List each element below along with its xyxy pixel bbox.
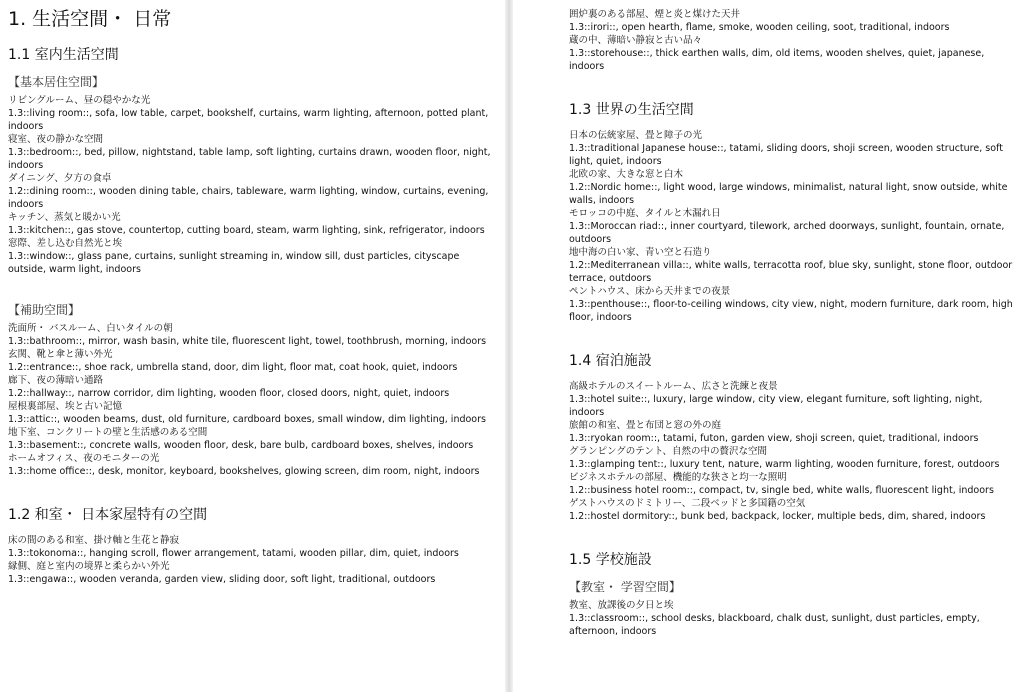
spacer (8, 478, 495, 506)
entry-title: モロッコの中庭、タイルと木漏れ日 (569, 208, 721, 219)
entry-title: 洗面所・ バスルーム、白いタイルの朝 (8, 323, 173, 334)
entry-title: 玄関、靴と傘と薄い外光 (8, 349, 113, 360)
entry-title: ペントハウス、床から天井までの夜景 (569, 286, 731, 297)
entry-list-classroom (569, 599, 1016, 638)
entry-title: 縁側、庭と室内の境界と柔らかい外光 (8, 561, 170, 572)
list-item (8, 560, 495, 586)
list-item (569, 168, 1016, 207)
spacer (569, 523, 1016, 551)
entry-prompt: 1.3::storehouse::, thick earthen walls, dim, old items, wooden shelves, quiet, japanese, indoors (569, 48, 985, 72)
entry-prompt: 1.2::hallway::, narrow corridor, dim lighting, wooden floor, closed doors, night, quiet, indoors (8, 388, 450, 399)
entry-prompt: 1.2::Nordic home::, light wood, large windows, minimalist, natural light, snow outside, white walls, indoors (569, 182, 1008, 206)
entry-title: ビジネスホテルの部屋、機能的な狭さと均一な照明 (569, 472, 787, 483)
entry-prompt: 1.3::hotel suite::, luxury, large window, city view, elegant furniture, soft lighting, night, indoors (569, 394, 983, 418)
section-title-1-1: 1.1 室内生活空間 (8, 47, 119, 63)
section-title-1-5: 1.5 学校施設 (569, 552, 652, 568)
entry-title: 寝室、夜の静かな空間 (8, 134, 104, 145)
entry-prompt: 1.3::living room::, sofa, low table, carpet, bookshelf, curtains, warm lighting, afternoon, potted plant, indoors (8, 108, 489, 132)
entry-prompt: 1.3::glamping tent::, luxury tent, nature, warm lighting, wooden furniture, forest, outdoors (569, 459, 1000, 470)
entry-prompt: 1.3::Moroccan riad::, inner courtyard, tilework, arched doorways, sunlight, fountain, ornate, outdoors (569, 221, 1005, 245)
entry-prompt: 1.2::Mediterranean villa::, white walls, terracotta roof, blue sky, sunlight, stone floor, outdoor terrace, outdoors (569, 260, 1013, 284)
entry-prompt: 1.2::dining room::, wooden dining table, chairs, tableware, warm lighting, window, curtains, evening, indoors (8, 186, 489, 210)
list-item (569, 445, 1016, 471)
list-item (569, 34, 1016, 73)
entry-title: 囲炉裏のある部屋、煙と炎と煤けた天井 (569, 9, 741, 20)
entry-title: 蔵の中、薄暗い静寂と古い品々 (569, 35, 703, 46)
list-item (569, 129, 1016, 168)
entry-list-basic-living (8, 94, 495, 276)
entry-title: リビングルーム、昼の穏やかな光 (8, 95, 151, 106)
section-title-1-3: 1.3 世界の生活空間 (569, 102, 694, 118)
list-item (569, 419, 1016, 445)
entry-title: 日本の伝統家屋、畳と障子の光 (569, 130, 703, 141)
page-gutter (505, 0, 513, 692)
entry-prompt: 1.3::window::, glass pane, curtains, sunlight streaming in, window sill, dust particles, cityscape outside, warm light, indoors (8, 251, 460, 275)
entry-prompt: 1.3::traditional Japanese house::, tatami, sliding doors, shoji screen, wooden structure, soft light, quiet, indoors (569, 143, 1003, 167)
entry-title: 屋根裏部屋、埃と古い記憶 (8, 401, 123, 412)
entry-title: 旅館の和室、畳と布団と窓の外の庭 (569, 420, 722, 431)
entry-title: 廊下、夜の薄暗い通路 (8, 375, 104, 386)
entry-list-japanese-rooms (8, 534, 495, 586)
entry-title: 地中海の白い家、青い空と石造り (569, 247, 712, 258)
entry-title: ゲストハウスのドミトリー、二段ベッドと多国籍の空気 (569, 498, 806, 509)
entry-prompt: 1.3::classroom::, school desks, blackboard, chalk dust, sunlight, dust particles, empty, afternoon, indoors (569, 613, 980, 637)
entry-prompt: 1.3::attic::, wooden beams, dust, old furniture, cardboard boxes, small window, dim lighting, indoors (8, 414, 486, 425)
entry-prompt: 1.3::irori::, open hearth, flame, smoke, wooden ceiling, soot, traditional, indoors (569, 22, 950, 33)
list-item (8, 400, 495, 426)
list-item (569, 285, 1016, 324)
entry-prompt: 1.2::entrance::, shoe rack, umbrella stand, door, dim light, floor mat, coat hook, quiet, indoors (8, 362, 458, 373)
entry-title: 窓際、差し込む自然光と埃 (8, 238, 123, 249)
list-item (8, 237, 495, 276)
list-item (8, 534, 495, 560)
list-item (8, 211, 495, 237)
entry-list-world-living (569, 129, 1016, 324)
entry-title: 教室、放課後の夕日と埃 (569, 600, 674, 611)
list-item (8, 172, 495, 211)
entry-prompt: 1.3::tokonoma::, hanging scroll, flower arrangement, tatami, wooden pillar, dim, quiet, indoors (8, 548, 459, 559)
entry-prompt: 1.3::basement::, concrete walls, wooden floor, desk, bare bulb, cardboard boxes, shelves, indoors (8, 440, 474, 451)
spacer (569, 73, 1016, 101)
list-item (569, 207, 1016, 246)
list-item (569, 497, 1016, 523)
entry-title: キッチン、蒸気と暖かい光 (8, 212, 121, 223)
spacer (8, 276, 495, 302)
section-title-1-4: 1.4 宿泊施設 (569, 353, 652, 369)
list-item (569, 8, 1016, 34)
list-item (8, 133, 495, 172)
chapter-title: 1. 生活空間・ 日常 (8, 8, 172, 30)
entry-prompt: 1.2::hostel dormitory::, bunk bed, backpack, locker, multiple beds, dim, shared, indoors (569, 511, 986, 522)
entry-title: 高級ホテルのスイートルーム、広さと洗練と夜景 (569, 381, 778, 392)
subsection-title-basic-living: 【基本居住空間】 (8, 75, 105, 89)
entry-title: 床の間のある和室、掛け軸と生花と静寂 (8, 535, 180, 546)
subsection-title-auxiliary: 【補助空間】 (8, 303, 81, 317)
entry-title: ホームオフィス、夜のモニターの光 (8, 453, 160, 464)
entry-prompt: 1.3::penthouse::, floor-to-ceiling windows, city view, night, modern furniture, dark room, high floor, indoors (569, 299, 1013, 323)
entry-title: 地下室、コンクリートの壁と生活感のある空間 (8, 427, 208, 438)
entry-title: ダイニング、夕方の食卓 (8, 173, 112, 184)
entry-prompt: 1.3::engawa::, wooden veranda, garden view, sliding door, soft light, traditional, outdoors (8, 574, 436, 585)
list-item (569, 471, 1016, 497)
spacer (569, 324, 1016, 352)
entry-title: グランピングのテント、自然の中の贅沢な空間 (569, 446, 767, 457)
list-item (8, 426, 495, 452)
entry-prompt: 1.3::home office::, desk, monitor, keyboard, bookshelves, glowing screen, dim room, night, indoors (8, 466, 480, 477)
entry-list-japanese-rooms-continued (569, 8, 1016, 73)
entry-prompt: 1.3::kitchen::, gas stove, countertop, cutting board, steam, warm lighting, sink, refrigerator, indoors (8, 225, 485, 236)
list-item (8, 94, 495, 133)
section-title-1-2: 1.2 和室・ 日本家屋特有の空間 (8, 507, 208, 523)
list-item (569, 380, 1016, 419)
entry-list-auxiliary (8, 322, 495, 478)
entry-prompt: 1.2::business hotel room::, compact, tv, single bed, white walls, fluorescent light, indoors (569, 485, 994, 496)
list-item (8, 322, 495, 348)
list-item (8, 452, 495, 478)
entry-title: 北欧の家、大きな窓と白木 (569, 169, 684, 180)
entry-prompt: 1.3::ryokan room::, tatami, futon, garden view, shoji screen, quiet, traditional, indoors (569, 433, 979, 444)
list-item (569, 246, 1016, 285)
entry-list-accommodation (569, 380, 1016, 523)
entry-prompt: 1.3::bathroom::, mirror, wash basin, white tile, fluorescent light, towel, toothbrush, morning, indoors (8, 336, 487, 347)
entry-prompt: 1.3::bedroom::, bed, pillow, nightstand, table lamp, soft lighting, curtains drawn, wooden floor, night, indoors (8, 147, 491, 171)
left-page (0, 0, 505, 692)
right-page (513, 0, 1024, 692)
list-item (8, 348, 495, 374)
subsection-title-classroom: 【教室・ 学習空間】 (569, 580, 681, 594)
list-item (569, 599, 1016, 638)
list-item (8, 374, 495, 400)
